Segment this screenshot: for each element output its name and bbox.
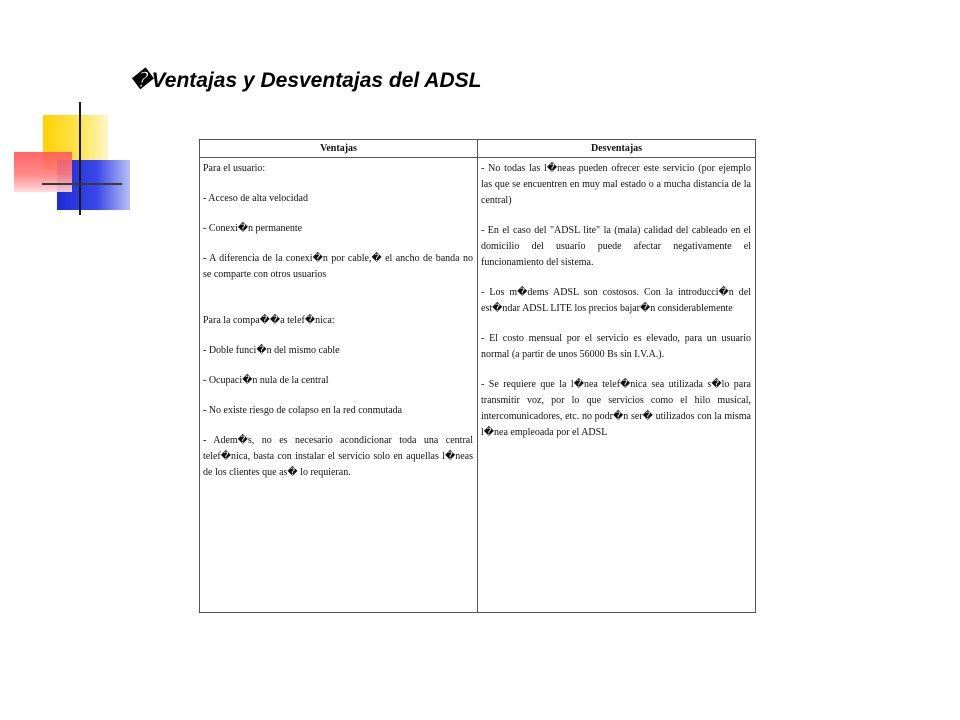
ventaja-item: Para la compa��a telef�nica:	[203, 315, 335, 326]
ventajas-cell	[200, 158, 478, 613]
desventaja-item: - Los m�dems ADSL son costosos. Con la introducci�n del est�ndar ADSL LITE los precios bajar�n considerablemente	[481, 287, 751, 314]
desventajas-cell	[478, 158, 756, 613]
page-title: �Ventajas y Desventajas del ADSL	[130, 69, 482, 92]
desventaja-item: - No todas las l�neas pueden ofrecer este servicio (por ejemplo las que se encuentren en muy mal estado o a mucha distancia de la central)	[481, 163, 751, 206]
header-ventajas: Ventajas	[200, 140, 478, 158]
ventaja-item: - A diferencia de la conexi�n por cable,� el ancho de banda no se comparte con otros usuarios	[203, 253, 473, 280]
ventaja-item: - Ocupaci�n nula de la central	[203, 375, 329, 386]
decorative-red-block	[14, 152, 72, 192]
desventaja-item: - En el caso del "ADSL lite" la (mala) calidad del cableado en el domicilio del usuario puede afectar negativamente el funcionamiento del sistema.	[481, 225, 751, 268]
desventaja-item: - Se requiere que la l�nea telef�nica sea utilizada s�lo para transmitir voz, por lo que servicios como el hilo musical, intercomunicadores, etc. no podr�n ser� utilizados con la misma l�nea empleoada por el ADSL	[481, 379, 751, 438]
ventaja-item: - No existe riesgo de colapso en la red conmutada	[203, 405, 403, 416]
decorative-horizontal-line	[42, 183, 122, 185]
ventaja-item: Para el usuario:	[203, 163, 266, 174]
decorative-vertical-line	[79, 102, 81, 215]
header-desventajas: Desventajas	[478, 140, 756, 158]
ventaja-item: - Conexi�n permanente	[203, 223, 303, 234]
ventaja-item: - Doble funci�n del mismo cable	[203, 345, 340, 356]
ventaja-item: - Adem�s, no es necesario acondicionar toda una central telef�nica, basta con instalar el servicio solo en aquellas l�neas de los clientes que as� lo requieran.	[203, 435, 473, 478]
ventaja-item: - Acceso de alta velocidad	[203, 193, 308, 204]
desventaja-item: - El costo mensual por el servicio es elevado, para un usuario normal (a partir de unos 56000 Bs sin I.V.A.).	[481, 333, 751, 360]
comparison-table	[199, 139, 756, 613]
